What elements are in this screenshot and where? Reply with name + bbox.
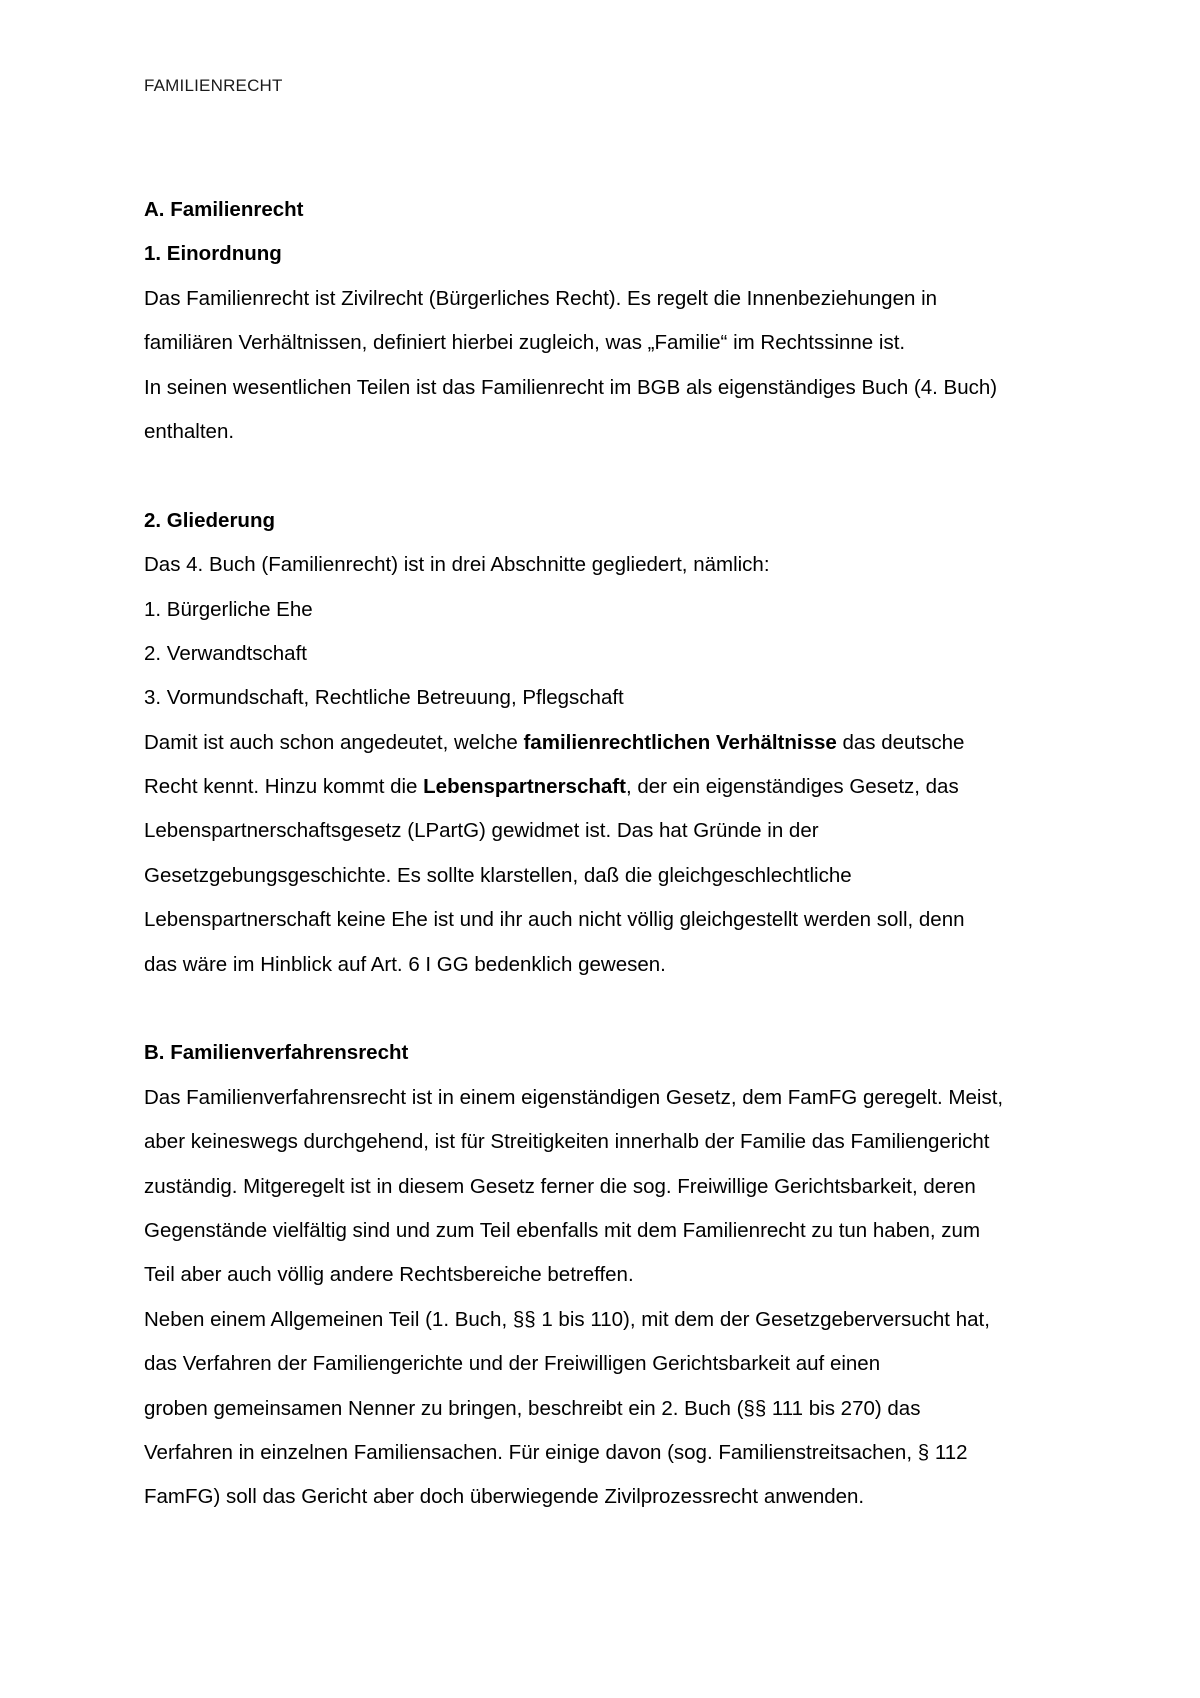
gliederung-list-item: 1. Bürgerliche Ehe — [144, 597, 313, 621]
b-paragraph-line: FamFG) soll das Gericht aber doch überwiegende Zivilprozessrecht anwenden. — [144, 1485, 865, 1509]
gliederung-paragraph-line: Lebenspartnerschaftsgesetz (LPartG) gewidmet ist. Das hat Gründe in der — [144, 819, 819, 843]
b-paragraph-line: das Verfahren der Familiengerichte und der Freiwilligen Gerichtsbarkeit auf einen — [144, 1352, 881, 1376]
b-paragraph-line: Gegenstände vielfältig sind und zum Teil ebenfalls mit dem Familienrecht zu tun haben, zum — [144, 1218, 981, 1242]
gliederung-paragraph-line — [144, 765, 1074, 809]
gliederung-list-item: 2. Verwandtschaft — [144, 641, 307, 665]
text-run: , der ein eigenständiges Gesetz, das — [625, 775, 959, 799]
b-paragraph-line: Verfahren in einzelnen Familiensachen. Für einige davon (sog. Familienstreitsachen, § 112 — [144, 1440, 968, 1464]
gliederung-paragraph-line: Lebenspartnerschaft keine Ehe ist und ihr auch nicht völlig gleichgestellt werden soll, denn — [144, 908, 965, 932]
b-paragraph-line: Neben einem Allgemeinen Teil (1. Buch, §§ 1 bis 110), mit dem der Gesetzgeberversucht hat, — [144, 1307, 990, 1331]
gliederung-paragraph-line: das wäre im Hinblick auf Art. 6 I GG bedenklich gewesen. — [144, 952, 666, 976]
paragraph-gap — [144, 454, 1074, 498]
b-paragraph-line: aber keineswegs durchgehend, ist für Streitigkeiten innerhalb der Familie das Familiengericht — [144, 1130, 990, 1154]
section-b-title: B. Familienverfahrensrecht — [144, 1041, 409, 1065]
einordnung-line: familiären Verhältnissen, definiert hierbei zugleich, was „Familie“ im Rechtssinne ist. — [144, 331, 906, 355]
gliederung-title: 2. Gliederung — [144, 508, 275, 532]
text-run: das deutsche — [836, 730, 965, 754]
paragraph-gap — [144, 987, 1074, 1031]
section-a-title: A. Familienrecht — [144, 198, 304, 221]
b-paragraph-line: zuständig. Mitgeregelt ist in diesem Gesetz ferner die sog. Freiwillige Gerichtsbarkeit, deren — [144, 1174, 976, 1198]
b-paragraph-line: Das Familienverfahrensrecht ist in einem eigenständigen Gesetz, dem FamFG geregelt. Meist, — [144, 1085, 1004, 1109]
gliederung-list-item: 3. Vormundschaft, Rechtliche Betreuung, Pflegschaft — [144, 686, 624, 710]
b-paragraph-line: groben gemeinsamen Nenner zu bringen, beschreibt ein 2. Buch (§§ 111 bis 270) das — [144, 1396, 921, 1420]
b-paragraph-line: Teil aber auch völlig andere Rechtsbereiche betreffen. — [144, 1263, 634, 1287]
gliederung-intro: Das 4. Buch (Familienrecht) ist in drei Abschnitte gegliedert, nämlich: — [144, 553, 770, 577]
document-body — [144, 188, 1074, 1520]
einordnung-line: In seinen wesentlichen Teilen ist das Familienrecht im BGB als eigenständiges Buch (4. Buch) — [144, 375, 998, 399]
gliederung-paragraph-line — [144, 721, 1074, 765]
bold-term-verhaeltnisse: familienrechtlichen Verhältnisse — [523, 730, 837, 754]
text-run: Recht kennt. Hinzu kommt die — [144, 775, 424, 799]
einordnung-title: 1. Einordnung — [144, 242, 282, 266]
einordnung-line: Das Familienrecht ist Zivilrecht (Bürgerliches Recht). Es regelt die Innenbeziehungen in — [144, 286, 938, 310]
running-header: FAMILIENRECHT — [144, 76, 283, 95]
gliederung-paragraph-line: Gesetzgebungsgeschichte. Es sollte klarstellen, daß die gleichgeschlechtliche — [144, 863, 852, 887]
einordnung-line: enthalten. — [144, 419, 235, 443]
text-run: Damit ist auch schon angedeutet, welche — [144, 730, 524, 754]
bold-term-lebenspartnerschaft: Lebenspartnerschaft — [423, 775, 626, 799]
